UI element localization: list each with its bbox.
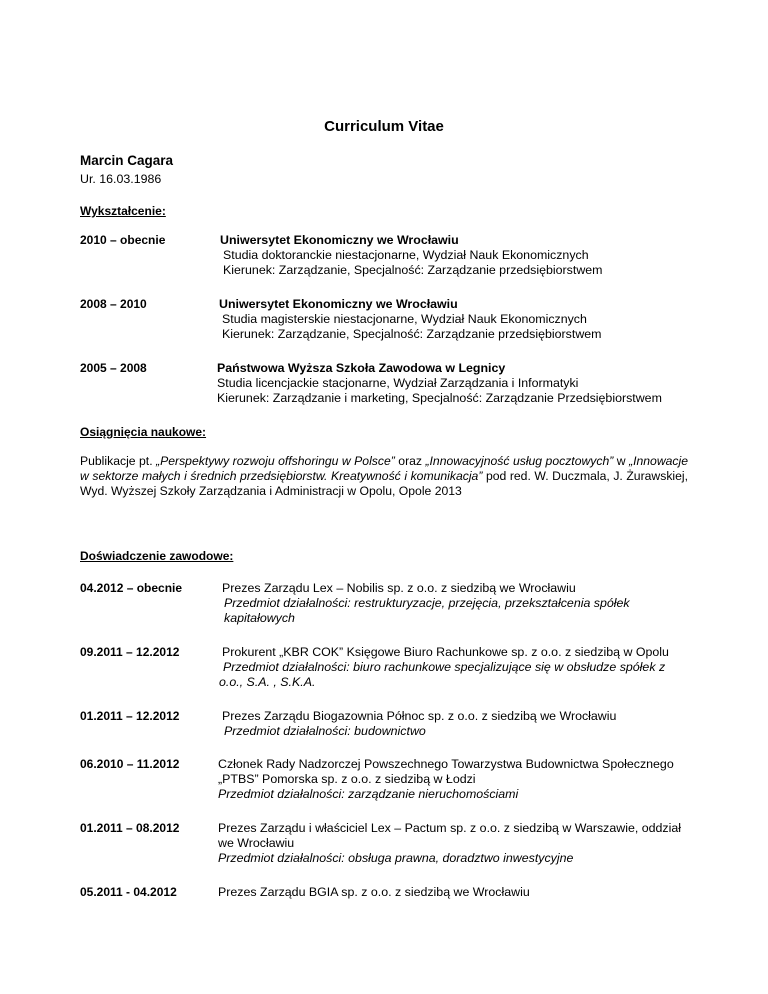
education-institution: Państwowa Wyższa Szkoła Zawodowa w Legnicy xyxy=(217,361,506,375)
publication-paragraph xyxy=(80,454,688,499)
education-institution: Uniwersytet Ekonomiczny we Wrocławiu xyxy=(219,297,458,311)
experience-activity: Przedmiot działalności: biuro rachunkowe specjalizujące się w obsłudze spółek z o.o., S.A. , S.K.A. xyxy=(219,660,666,689)
experience-period: 09.2011 – 12.2012 xyxy=(80,645,180,659)
education-major: Kierunek: Zarządzanie, Specjalność: Zarządzanie przedsiębiorstwem xyxy=(222,327,602,341)
achievements-heading: Osiągnięcia naukowe: xyxy=(80,425,207,439)
education-period: 2010 – obecnie xyxy=(80,233,166,247)
education-study: Studia magisterskie niestacjonarne, Wydział Nauk Ekonomicznych xyxy=(222,312,587,326)
experience-details xyxy=(222,581,692,626)
publication-suffix: pod red. W. Duczmala, J. Żurawskiej, Wyd. Wyższej Szkoły Zarządzania i Administracji w Opolu, Opole 2013 xyxy=(80,469,688,498)
education-heading: Wykształcenie: xyxy=(80,204,166,218)
experience-activity: Przedmiot działalności: restrukturyzacje, przejęcia, przekształcenia spółek kapitałowych xyxy=(224,596,630,625)
experience-activity: Przedmiot działalności: budownictwo xyxy=(224,724,426,738)
publication-prefix: Publikacje pt. xyxy=(80,454,157,468)
education-details xyxy=(219,297,709,342)
experience-period: 04.2012 – obecnie xyxy=(80,581,183,595)
education-details xyxy=(217,361,707,406)
date-of-birth: Ur. 16.03.1986 xyxy=(80,172,162,186)
education-major: Kierunek: Zarządzanie i marketing, Specjalność: Zarządzanie Przedsiębiorstwem xyxy=(217,391,662,405)
experience-position: Prezes Zarządu BGIA sp. z o.o. z siedzibą we Wrocławiu xyxy=(218,885,530,899)
document-title: Curriculum Vitae xyxy=(324,118,444,135)
education-study: Studia doktoranckie niestacjonarne, Wydział Nauk Ekonomicznych xyxy=(223,248,589,262)
publication-book: „Innowacje w sektorze małych i średnich przedsiębiorstw. Kreatywność i komunikacja” xyxy=(80,454,688,483)
publication-in: w xyxy=(613,454,630,468)
publication-title-1: „Perspektywy rozwoju offshoringu w Polsce” xyxy=(156,454,395,468)
experience-period: 01.2011 – 12.2012 xyxy=(80,709,180,723)
person-name: Marcin Cagara xyxy=(80,153,174,168)
experience-details xyxy=(218,885,708,900)
experience-details xyxy=(222,709,712,739)
experience-period: 05.2011 - 04.2012 xyxy=(80,885,177,899)
publication-title-2: „Innowacyjność usług pocztowych” xyxy=(425,454,614,468)
experience-activity: Przedmiot działalności: zarządzanie nieruchomościami xyxy=(218,787,519,801)
experience-position: Prezes Zarządu Lex – Nobilis sp. z o.o. z siedzibą we Wrocławiu xyxy=(222,581,576,595)
experience-details xyxy=(218,821,698,866)
education-period: 2008 – 2010 xyxy=(80,297,147,311)
experience-position: Członek Rady Nadzorczej Powszechnego Towarzystwa Budownictwa Społecznego „PTBS” Pomorska sp. z o.o. z siedzibą w Łodzi xyxy=(218,757,674,786)
education-institution: Uniwersytet Ekonomiczny we Wrocławiu xyxy=(220,233,459,247)
experience-position: Prokurent „KBR COK” Księgowe Biuro Rachunkowe sp. z o.o. z siedzibą w Opolu xyxy=(222,645,669,659)
experience-period: 06.2010 – 11.2012 xyxy=(80,757,180,771)
experience-activity: Przedmiot działalności: obsługa prawna, doradztwo inwestycyjne xyxy=(218,851,574,865)
experience-period: 01.2011 – 08.2012 xyxy=(80,821,180,835)
education-period: 2005 – 2008 xyxy=(80,361,147,375)
experience-position: Prezes Zarządu Biogazownia Północ sp. z o.o. z siedzibą we Wrocławiu xyxy=(222,709,617,723)
education-details xyxy=(220,233,710,278)
publication-and: oraz xyxy=(394,454,426,468)
education-major: Kierunek: Zarządzanie, Specjalność: Zarządzanie przedsiębiorstwem xyxy=(223,263,603,277)
education-study: Studia licencjackie stacjonarne, Wydział Zarządzania i Informatyki xyxy=(217,376,579,390)
experience-heading: Doświadczenie zawodowe: xyxy=(80,549,234,563)
experience-position: Prezes Zarządu i właściciel Lex – Pactum sp. z o.o. z siedzibą w Warszawie, oddział we Wrocławiu xyxy=(218,821,681,850)
experience-details xyxy=(218,757,688,802)
experience-details xyxy=(219,645,699,690)
